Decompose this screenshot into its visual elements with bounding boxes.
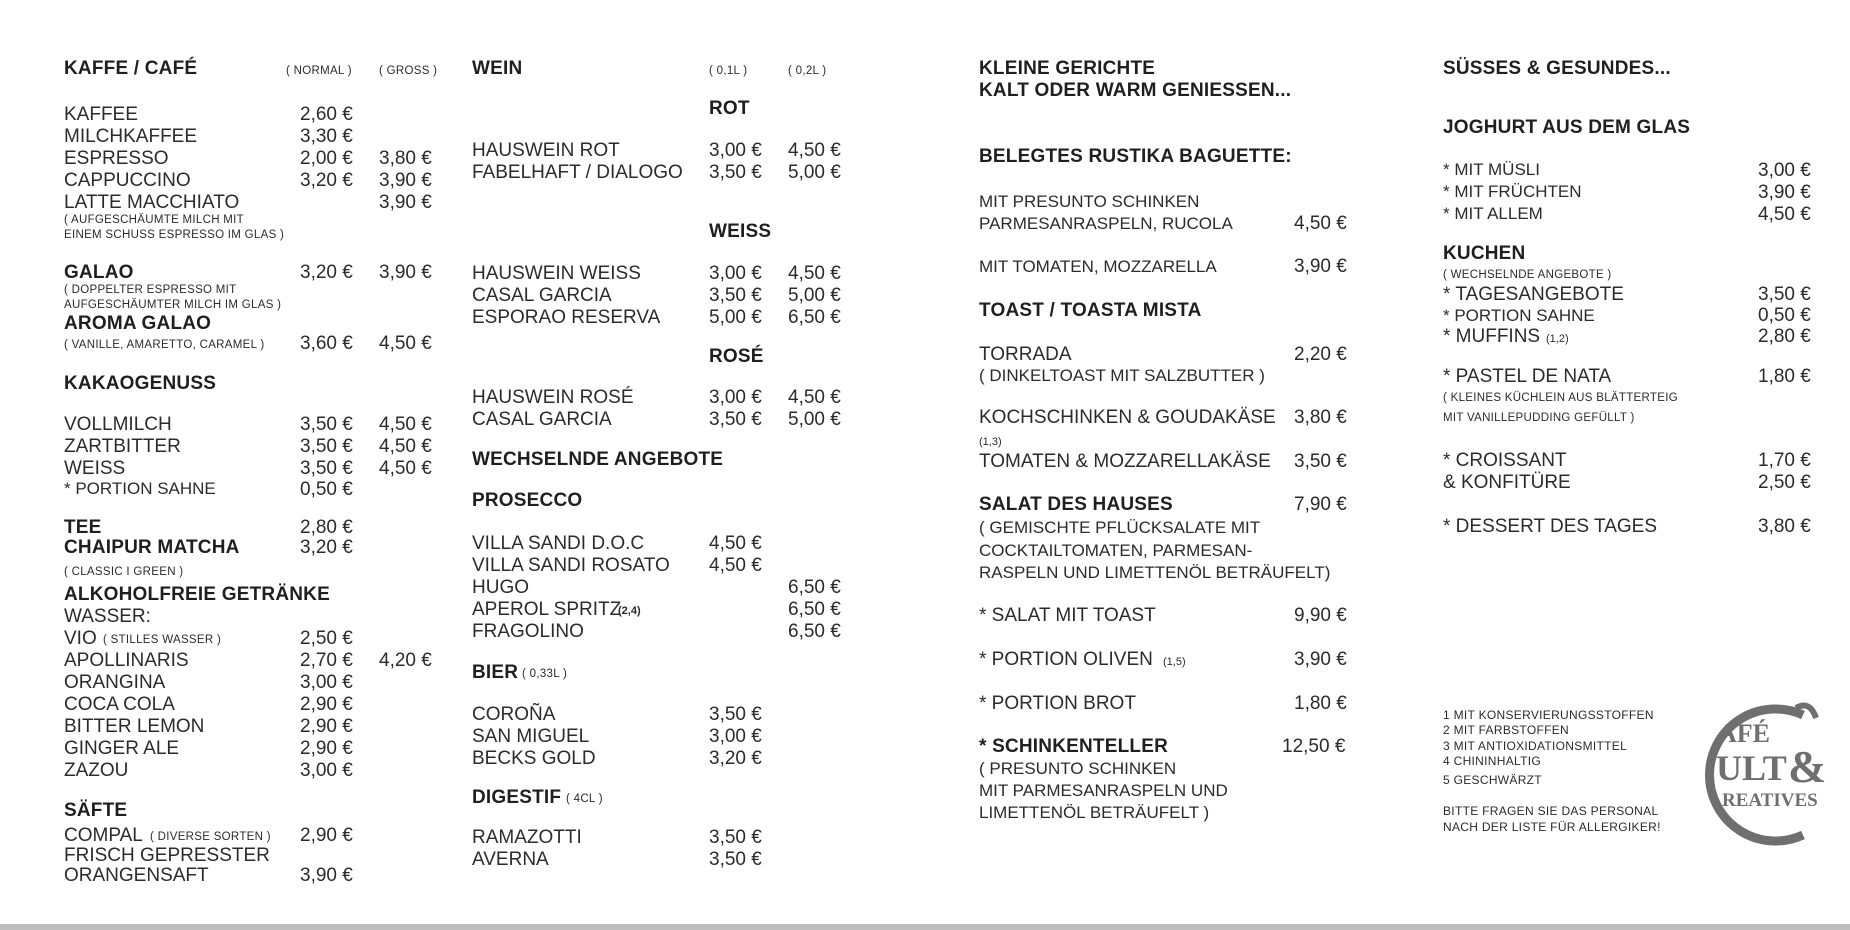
item-name: COCA COLA bbox=[64, 694, 175, 715]
section-title-kuchen: KUCHEN bbox=[1443, 243, 1526, 264]
item-name: * PORTION SAHNE bbox=[64, 479, 216, 498]
item-price: 4,50 € bbox=[379, 458, 432, 479]
item-price: 0,50 € bbox=[300, 479, 353, 500]
item-name: * MIT MÜSLI bbox=[1443, 160, 1540, 179]
item-price: 2,50 € bbox=[300, 628, 353, 649]
item-name: * MIT ALLEM bbox=[1443, 204, 1543, 223]
item-price: 3,50 € bbox=[709, 409, 762, 430]
item-price: 3,20 € bbox=[300, 537, 353, 558]
section-title-digestif: DIGESTIF bbox=[472, 787, 562, 808]
item-price: 3,90 € bbox=[379, 170, 432, 191]
item-price: 2,00 € bbox=[300, 148, 353, 169]
item-name: ORANGINA bbox=[64, 672, 166, 693]
subsection-rot: ROT bbox=[709, 98, 750, 119]
item-price: 3,00 € bbox=[709, 263, 762, 284]
item-price: 4,50 € bbox=[379, 436, 432, 457]
item-name: CASAL GARCIA bbox=[472, 285, 612, 306]
item-price: 3,50 € bbox=[709, 704, 762, 725]
item-name: FRAGOLINO bbox=[472, 621, 584, 642]
logo-text-ult: ULT bbox=[1716, 748, 1787, 788]
item-price: 6,50 € bbox=[788, 621, 841, 642]
size-label-02: ( 0,2L ) bbox=[788, 65, 827, 77]
item-note: ( PRESUNTO SCHINKEN bbox=[979, 759, 1177, 778]
section-title-wechselnde: WECHSELNDE ANGEBOTE bbox=[472, 449, 724, 470]
item-name: WASSER: bbox=[64, 606, 151, 627]
footnote: 5 GESCHWÄRZT bbox=[1443, 773, 1542, 787]
item-name: VOLLMILCH bbox=[64, 414, 172, 435]
item-note: ( STILLES WASSER ) bbox=[103, 634, 222, 646]
item-note: MIT VANILLEPUDDING GEFÜLLT ) bbox=[1443, 412, 1635, 424]
section-title-wein: WEIN bbox=[472, 58, 523, 79]
logo-text-afe: AFÉ bbox=[1718, 719, 1770, 748]
item-price: 3,50 € bbox=[709, 827, 762, 848]
item-price: 2,20 € bbox=[1294, 344, 1347, 365]
item-note: ( 4CL ) bbox=[566, 793, 603, 805]
item-price: 3,90 € bbox=[379, 262, 432, 283]
item-name: CASAL GARCIA bbox=[472, 409, 612, 430]
item-name: FABELHAFT / DIALOGO bbox=[472, 162, 683, 183]
item-price: 3,50 € bbox=[300, 458, 353, 479]
item-name-aroma-galao: AROMA GALAO bbox=[64, 313, 212, 334]
item-price: 3,90 € bbox=[1294, 649, 1347, 670]
item-name-galao: GALAO bbox=[64, 262, 134, 283]
item-price: 3,50 € bbox=[300, 436, 353, 457]
item-price: 4,50 € bbox=[709, 533, 762, 554]
item-name: BECKS GOLD bbox=[472, 748, 596, 769]
item-name: ZAZOU bbox=[64, 760, 129, 781]
item-price: 2,90 € bbox=[300, 738, 353, 759]
item-price: 3,30 € bbox=[300, 126, 353, 147]
item-price: 4,50 € bbox=[1294, 213, 1347, 234]
item-price: 2,90 € bbox=[300, 825, 353, 846]
item-price: 3,90 € bbox=[379, 192, 432, 213]
item-name: TORRADA bbox=[979, 344, 1072, 365]
item-note: ( DINKELTOAST MIT SALZBUTTER ) bbox=[979, 366, 1265, 385]
item-name: * CROISSANT bbox=[1443, 450, 1567, 471]
item-name: HAUSWEIN WEISS bbox=[472, 263, 641, 284]
item-name: KOCHSCHINKEN & GOUDAKÄSE bbox=[979, 407, 1276, 428]
item-price: 3,80 € bbox=[1294, 407, 1347, 428]
item-price: 2,80 € bbox=[1758, 326, 1811, 347]
item-name: ESPRESSO bbox=[64, 148, 169, 169]
allergen-note: (1,5) bbox=[1163, 656, 1186, 668]
item-name: ORANGENSAFT bbox=[64, 865, 209, 886]
item-note: ( AUFGESCHÄUMTE MILCH MIT bbox=[64, 214, 245, 226]
item-name: APOLLINARIS bbox=[64, 650, 189, 671]
item-price: 2,90 € bbox=[300, 694, 353, 715]
subsection-prosecco: PROSECCO bbox=[472, 490, 583, 511]
section-title-joghurt: JOGHURT AUS DEM GLAS bbox=[1443, 117, 1691, 138]
item-name: RAMAZOTTI bbox=[472, 827, 582, 848]
item-price: 3,20 € bbox=[300, 262, 353, 283]
item-price: 4,50 € bbox=[379, 414, 432, 435]
item-price: 4,50 € bbox=[788, 387, 841, 408]
subsection-weiss: WEISS bbox=[709, 221, 772, 242]
item-note: ( DOPPELTER ESPRESSO MIT bbox=[64, 284, 237, 296]
item-name-chaipur: CHAIPUR MATCHA bbox=[64, 537, 240, 558]
item-name: * PASTEL DE NATA bbox=[1443, 366, 1612, 387]
item-name: WEISS bbox=[64, 458, 126, 479]
item-price: 3,50 € bbox=[709, 162, 762, 183]
item-price: 12,50 € bbox=[1282, 736, 1346, 757]
item-note: MIT PARMESANRASPELN UND bbox=[979, 781, 1228, 800]
item-name: * MIT FRÜCHTEN bbox=[1443, 182, 1582, 201]
item-price: 3,60 € bbox=[300, 333, 353, 354]
section-title-toast: TOAST / TOASTA MISTA bbox=[979, 300, 1202, 321]
item-name: GINGER ALE bbox=[64, 738, 180, 759]
item-price: 3,20 € bbox=[709, 748, 762, 769]
item-note: ( DIVERSE SORTEN ) bbox=[150, 831, 271, 843]
item-price: 4,50 € bbox=[788, 263, 841, 284]
item-price: 5,00 € bbox=[709, 307, 762, 328]
cafe-cult-creatives-logo bbox=[1678, 690, 1838, 850]
item-price: 1,80 € bbox=[1294, 693, 1347, 714]
item-note: COCKTAILTOMATEN, PARMESAN- bbox=[979, 541, 1253, 560]
item-price: 7,90 € bbox=[1294, 494, 1347, 515]
item-price: 5,00 € bbox=[788, 162, 841, 183]
item-name: HAUSWEIN ROSÉ bbox=[472, 387, 634, 408]
item-name: HAUSWEIN ROT bbox=[472, 140, 620, 161]
allergy-note: BITTE FRAGEN SIE DAS PERSONAL bbox=[1443, 804, 1659, 818]
item-name: SAN MIGUEL bbox=[472, 726, 590, 747]
item-price: 3,00 € bbox=[300, 672, 353, 693]
item-name: * TAGESANGEBOTE bbox=[1443, 284, 1624, 305]
section-title-bier: BIER bbox=[472, 662, 519, 683]
item-price: 3,50 € bbox=[709, 849, 762, 870]
item-name: VIO bbox=[64, 628, 97, 649]
footnote: 1 MIT KONSERVIERUNGSSTOFFEN bbox=[1443, 708, 1654, 722]
footnote: 4 CHININHALTIG bbox=[1443, 754, 1541, 768]
allergen-note: (1,3) bbox=[979, 436, 1002, 448]
item-name: VILLA SANDI D.O.C bbox=[472, 533, 645, 554]
item-price: 2,90 € bbox=[300, 716, 353, 737]
item-note: ( KLEINES KÜCHLEIN AUS BLÄTTERTEIG bbox=[1443, 392, 1678, 404]
logo-ampersand: & bbox=[1788, 741, 1827, 792]
item-price: 4,50 € bbox=[379, 333, 432, 354]
item-name: HUGO bbox=[472, 577, 529, 598]
item-price: 2,80 € bbox=[300, 517, 353, 538]
item-name: BITTER LEMON bbox=[64, 716, 205, 737]
item-price: 3,00 € bbox=[709, 140, 762, 161]
item-price: 9,90 € bbox=[1294, 605, 1347, 626]
section-title-kakao: KAKAOGENUSS bbox=[64, 373, 217, 394]
item-name: APEROL SPRITZ bbox=[472, 599, 622, 620]
item-name: * PORTION SAHNE bbox=[1443, 306, 1595, 325]
section-title-alkoholfrei: ALKOHOLFREIE GETRÄNKE bbox=[64, 584, 330, 605]
item-price: 3,00 € bbox=[709, 726, 762, 747]
item-price: 3,50 € bbox=[1758, 284, 1811, 305]
item-price: 2,60 € bbox=[300, 104, 353, 125]
logo-text-reatives: REATIVES bbox=[1722, 790, 1818, 811]
item-price: 6,50 € bbox=[788, 577, 841, 598]
item-price: 3,90 € bbox=[1758, 182, 1811, 203]
item-price: 3,80 € bbox=[379, 148, 432, 169]
item-note: AUFGESCHÄUMTER MILCH IM GLAS ) bbox=[64, 299, 282, 311]
item-name: AVERNA bbox=[472, 849, 549, 870]
allergy-note: NACH DER LISTE FÜR ALLERGIKER! bbox=[1443, 820, 1661, 834]
item-name: COMPAL bbox=[64, 825, 143, 846]
item-note: RASPELN UND LIMETTENÖL BETRÄUFELT) bbox=[979, 563, 1331, 582]
item-note: ( VANILLE, AMARETTO, CARAMEL ) bbox=[64, 339, 265, 351]
item-name-tee: TEE bbox=[64, 517, 102, 538]
section-title-kleine: KLEINE GERICHTE bbox=[979, 58, 1156, 79]
item-note: ( WECHSELNDE ANGEBOTE ) bbox=[1443, 269, 1612, 281]
item-name-salat: SALAT DES HAUSES bbox=[979, 494, 1173, 515]
item-name: MIT TOMATEN, MOZZARELLA bbox=[979, 257, 1217, 276]
item-name: & KONFITÜRE bbox=[1443, 472, 1571, 493]
footnote: 3 MIT ANTIOXIDATIONSMITTEL bbox=[1443, 739, 1628, 753]
item-name: * PORTION BROT bbox=[979, 693, 1136, 714]
item-note: LIMETTENÖL BETRÄUFELT ) bbox=[979, 803, 1210, 822]
size-label-gross: ( GROSS ) bbox=[379, 65, 438, 77]
item-price: 3,90 € bbox=[1294, 256, 1347, 277]
allergen-note: (2,4) bbox=[618, 605, 641, 617]
item-name: COROÑA bbox=[472, 704, 556, 725]
subsection-rose: ROSÉ bbox=[709, 346, 764, 367]
size-label-01: ( 0,1L ) bbox=[709, 65, 748, 77]
section-subtitle-kleine: KALT ODER WARM GENIESSEN... bbox=[979, 80, 1292, 101]
item-name: LATTE MACCHIATO bbox=[64, 192, 240, 213]
item-name: * SALAT MIT TOAST bbox=[979, 605, 1156, 626]
item-price: 3,90 € bbox=[300, 865, 353, 886]
item-note: ( 0,33L ) bbox=[522, 668, 568, 680]
item-note: EINEM SCHUSS ESPRESSO IM GLAS ) bbox=[64, 229, 285, 241]
item-note: ( GEMISCHTE PFLÜCKSALATE MIT bbox=[979, 518, 1261, 537]
bottom-border bbox=[0, 924, 1850, 930]
item-price: 3,00 € bbox=[1758, 160, 1811, 181]
item-price: 1,70 € bbox=[1758, 450, 1811, 471]
item-name: MIT PRESUNTO SCHINKEN bbox=[979, 192, 1200, 211]
allergen-note: (1,2) bbox=[1546, 333, 1569, 345]
section-title-saefte: SÄFTE bbox=[64, 800, 128, 821]
item-name-schinkenteller: * SCHINKENTELLER bbox=[979, 736, 1168, 757]
item-price: 4,50 € bbox=[1758, 204, 1811, 225]
size-label-normal: ( NORMAL ) bbox=[286, 65, 352, 77]
item-price: 3,00 € bbox=[300, 760, 353, 781]
item-price: 3,50 € bbox=[709, 285, 762, 306]
item-name: * PORTION OLIVEN bbox=[979, 649, 1153, 670]
item-price: 6,50 € bbox=[788, 599, 841, 620]
item-name: TOMATEN & MOZZARELLAKÄSE bbox=[979, 451, 1271, 472]
item-price: 0,50 € bbox=[1758, 305, 1811, 326]
item-name: VILLA SANDI ROSATO bbox=[472, 555, 670, 576]
item-name: CAPPUCCINO bbox=[64, 170, 191, 191]
item-price: 4,20 € bbox=[379, 650, 432, 671]
section-title-suesses: SÜSSES & GESUNDES... bbox=[1443, 58, 1671, 79]
item-price: 4,50 € bbox=[788, 140, 841, 161]
item-name: ESPORAO RESERVA bbox=[472, 307, 661, 328]
section-title-baguette: BELEGTES RUSTIKA BAGUETTE: bbox=[979, 146, 1292, 167]
item-price: 2,70 € bbox=[300, 650, 353, 671]
item-name: MILCHKAFFEE bbox=[64, 126, 198, 147]
item-name: FRISCH GEPRESSTER bbox=[64, 845, 270, 866]
footnote: 2 MIT FARBSTOFFEN bbox=[1443, 723, 1570, 737]
item-price: 5,00 € bbox=[788, 285, 841, 306]
item-note: ( CLASSIC I GREEN ) bbox=[64, 566, 184, 578]
item-price: 3,00 € bbox=[709, 387, 762, 408]
item-name: * DESSERT DES TAGES bbox=[1443, 516, 1658, 537]
item-price: 2,50 € bbox=[1758, 472, 1811, 493]
item-price: 3,50 € bbox=[300, 414, 353, 435]
item-name: KAFFEE bbox=[64, 104, 138, 125]
item-price: 4,50 € bbox=[709, 555, 762, 576]
item-price: 3,20 € bbox=[300, 170, 353, 191]
item-name: PARMESANRASPELN, RUCOLA bbox=[979, 214, 1233, 233]
item-price: 6,50 € bbox=[788, 307, 841, 328]
item-name: * MUFFINS bbox=[1443, 326, 1541, 347]
item-name: ZARTBITTER bbox=[64, 436, 181, 457]
item-price: 3,80 € bbox=[1758, 516, 1811, 537]
item-price: 3,50 € bbox=[1294, 451, 1347, 472]
item-price: 1,80 € bbox=[1758, 366, 1811, 387]
item-price: 5,00 € bbox=[788, 409, 841, 430]
section-title-kaffee: KAFFE / CAFÉ bbox=[64, 58, 198, 79]
